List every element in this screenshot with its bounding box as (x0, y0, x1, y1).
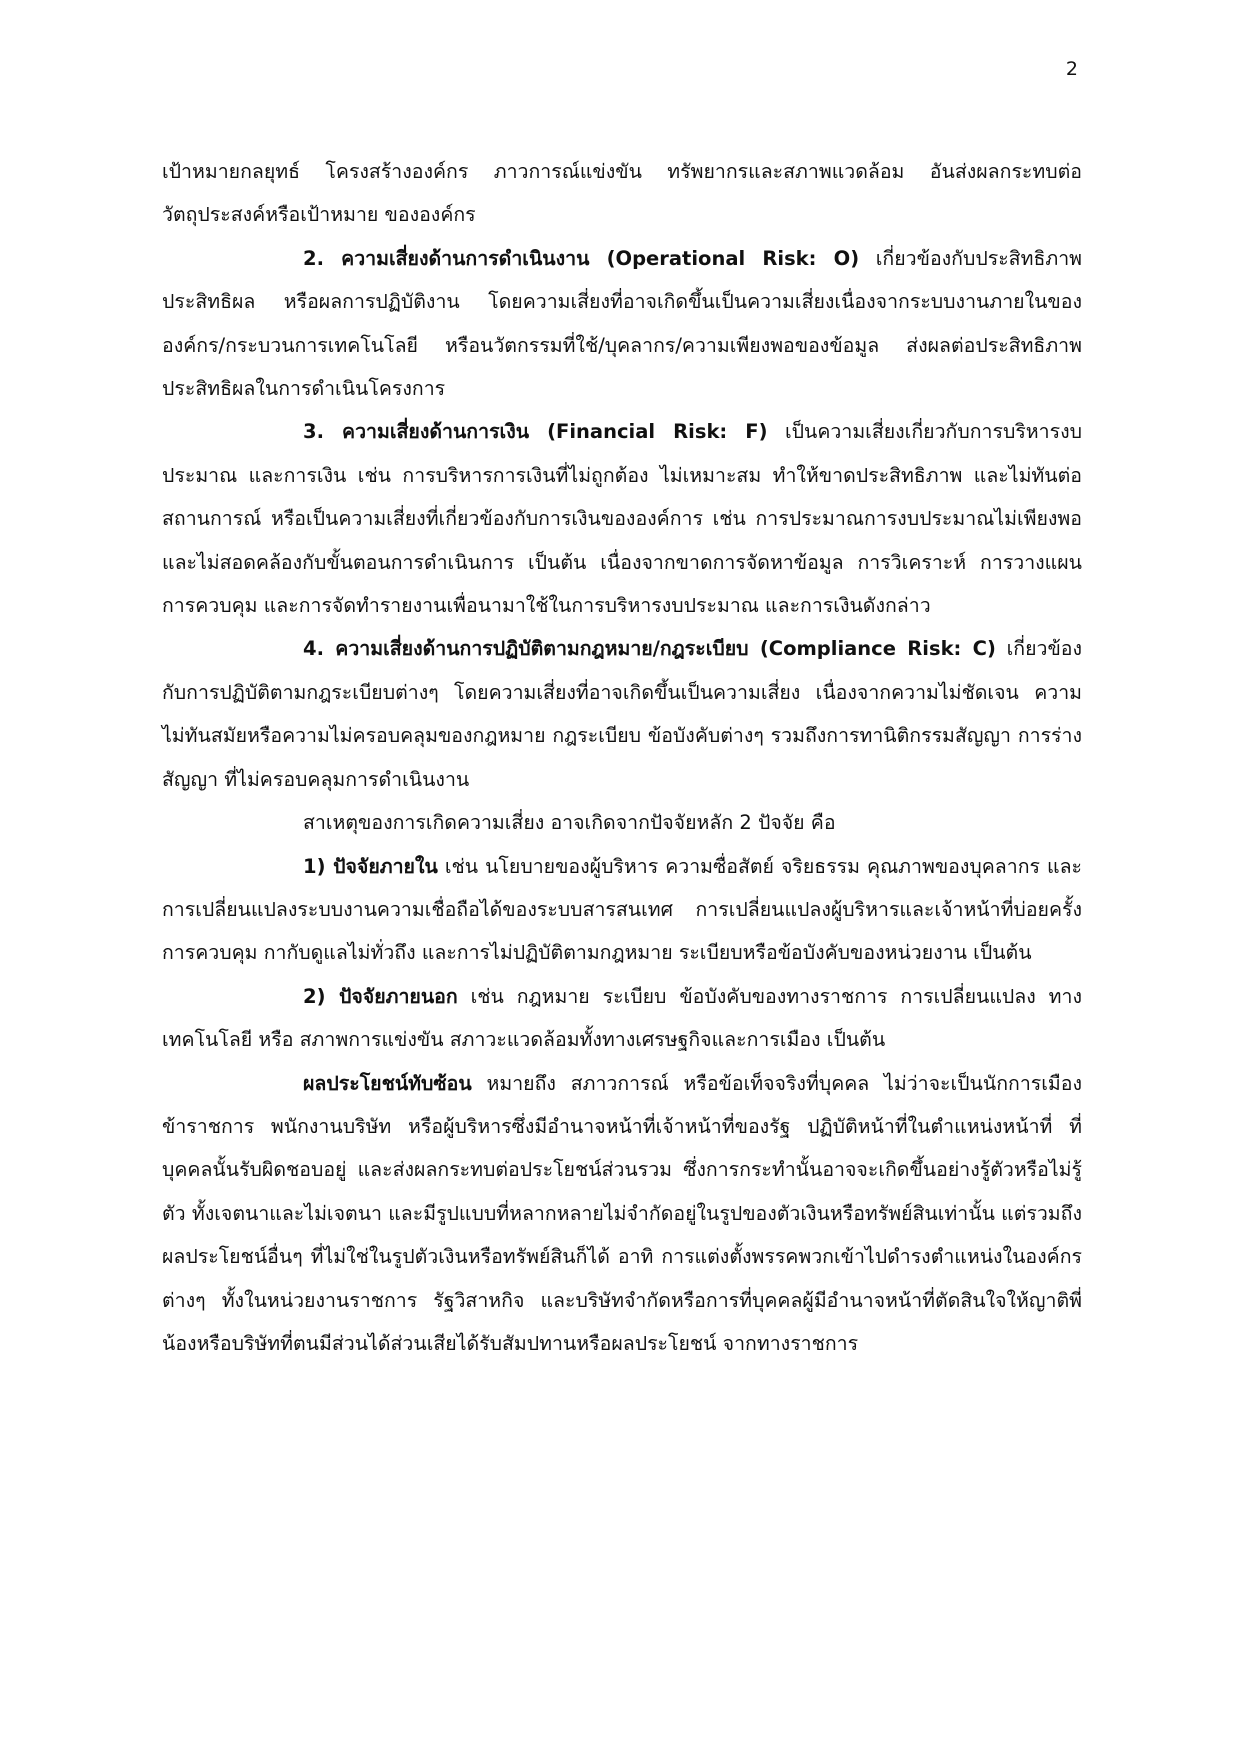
paragraph-text: เกี่ยวข้องกับประสิทธิภาพ ประสิทธิผล หรือผลการปฏิบัติงาน โดยความเสี่ยงที่อาจเกิดขึ้นเป็นความเสี่ยงเนื่องจากระบบงานภายในขององค์กร/กระบวนการเทคโนโลยี หรือนวัตกรรมที่ใช้/บุคลากร/ความเพียงพอของข้อมูล ส่งผลต่อประสิทธิภาพ ประสิทธิผลในการดำเนินโครงการ (162, 246, 1083, 401)
paragraph-text: เช่น กฎหมาย ระเบียบ ข้อบังคับของทางราชการ การเปลี่ยนแปลง ทางเทคโนโลยี หรือ สภาพการแข่งขัน สภาวะแวดล้อมทั้งทางเศรษฐกิจและการเมือง เป็นต้น (162, 984, 1082, 1052)
paragraph-heading: 3. ความเสี่ยงด้านการเงิน (Financial Risk: F) (303, 420, 768, 444)
paragraph-heading: 2) ปัจจัยภายนอก (303, 984, 458, 1008)
paragraph-risk-causes (162, 801, 1082, 844)
paragraph-financial-risk (162, 410, 1082, 627)
paragraph-operational-risk (162, 237, 1082, 411)
document-body (162, 150, 1082, 1365)
paragraph-external-factors (162, 975, 1082, 1062)
paragraph-heading: ผลประโยชน์ทับซ้อน (303, 1071, 472, 1095)
paragraph-text: เกี่ยวข้องกับการปฏิบัติตามกฎระเบียบต่างๆ โดยความเสี่ยงที่อาจเกิดขึ้นเป็นความเสี่ยง เนื่องจากความไม่ชัดเจน ความไม่ทันสมัยหรือความไม่ครอบคลุมของกฎหมาย กฎระเบียบ ข้อบังคับต่างๆ รวมถึงการทานิติกรรมสัญญา การร่างสัญญา ที่ไม่ครอบคลุมการดำเนินงาน (162, 637, 1083, 791)
paragraph-continuation (162, 150, 1082, 237)
paragraph-text: หมายถึง สภาวการณ์ หรือข้อเท็จจริงที่บุคคล ไม่ว่าจะเป็นนักการเมือง ข้าราชการ พนักงานบริษัท หรือผู้บริหารซึ่งมีอำนาจหน้าที่เจ้าหน้าที่ของรัฐ ปฏิบัติหน้าที่ในตำแหน่งหน้าที่ ที่บุคคลนั้นรับผิดชอบอยู่ และส่งผลกระทบต่อประโยชน์ส่วนรวม ซึ่งการกระทำนั้นอาจจะเกิดขึ้นอย่างรู้ตัวหรือไม่รู้ตัว ทั้งเจตนาและไม่เจตนา และมีรูปแบบที่หลากหลายไม่จำกัดอยู่ในรูปของตัวเงินหรือทรัพย์สินเท่านั้น แต่รวมถึงผลประโยชน์อื่นๆ ที่ไม่ใช่ในรูปตัวเงินหรือทรัพย์สินก็ได้ อาทิ การแต่งตั้งพรรคพวกเข้าไปดำรงตำแหน่งในองค์กรต่างๆ ทั้งในหน่วยงานราชการ รัฐวิสาหกิจ และบริษัทจำกัดหรือการที่บุคคลผู้มีอำนาจหน้าที่ตัดสินใจให้ญาติพี่น้องหรือบริษัทที่ตนมีส่วนได้ส่วนเสียได้รับสัมปทานหรือผลประโยชน์ จากทางราชการ (162, 1071, 1082, 1355)
paragraph-text: เป็นความเสี่ยงเกี่ยวกับการบริหารงบประมาณ และการเงิน เช่น การบริหารการเงินที่ไม่ถูกต้อง ไม่เหมาะสม ทำให้ขาดประสิทธิภาพ และไม่ทันต่อสถานการณ์ หรือเป็นความเสี่ยงที่เกี่ยวข้องกับการเงินขององค์การ เช่น การประมาณการงบประมาณไม่เพียงพอ และไม่สอดคล้องกับขั้นตอนการดำเนินการ เป็นต้น เนื่องจากขาดการจัดหาข้อมูล การวิเคราะห์ การวางแผน การควบคุม และการจัดทำรายงานเพื่อนามาใช้ในการบริหารงบประมาณ และการเงินดังกล่าว (162, 420, 1082, 618)
paragraph-heading: 2. ความเสี่ยงด้านการดำเนินงาน (Operational Risk: O) (303, 246, 860, 270)
paragraph-conflict-of-interest (162, 1062, 1082, 1366)
paragraph-text: เป้าหมายกลยุทธ์ โครงสร้างองค์กร ภาวการณ์แข่งขัน ทรัพยากรและสภาพแวดล้อม อันส่งผลกระทบต่อวัตถุประสงค์หรือเป้าหมาย ขององค์กร (162, 160, 1082, 227)
paragraph-text: สาเหตุของการเกิดความเสี่ยง อาจเกิดจากปัจจัยหลัก 2 ปัจจัย คือ (303, 811, 836, 835)
paragraph-internal-factors (162, 845, 1082, 975)
paragraph-compliance-risk (162, 627, 1082, 801)
paragraph-heading: 4. ความเสี่ยงด้านการปฏิบัติตามกฎหมาย/กฎระเบียบ (Compliance Risk: C) (303, 637, 996, 661)
paragraph-heading: 1) ปัจจัยภายใน (303, 854, 438, 878)
paragraph-text: เช่น นโยบายของผู้บริหาร ความซื่อสัตย์ จริยธรรม คุณภาพของบุคลากร และ การเปลี่ยนแปลงระบบงานความเชื่อถือได้ของระบบสารสนเทศ การเปลี่ยนแปลงผู้บริหารและเจ้าหน้าที่บ่อยครั้ง การควบคุม กากับดูแลไม่ทั่วถึง และการไม่ปฏิบัติตามกฎหมาย ระเบียบหรือข้อบังคับของหน่วยงาน เป็นต้น (162, 854, 1082, 965)
page-number: 2 (1065, 58, 1078, 80)
